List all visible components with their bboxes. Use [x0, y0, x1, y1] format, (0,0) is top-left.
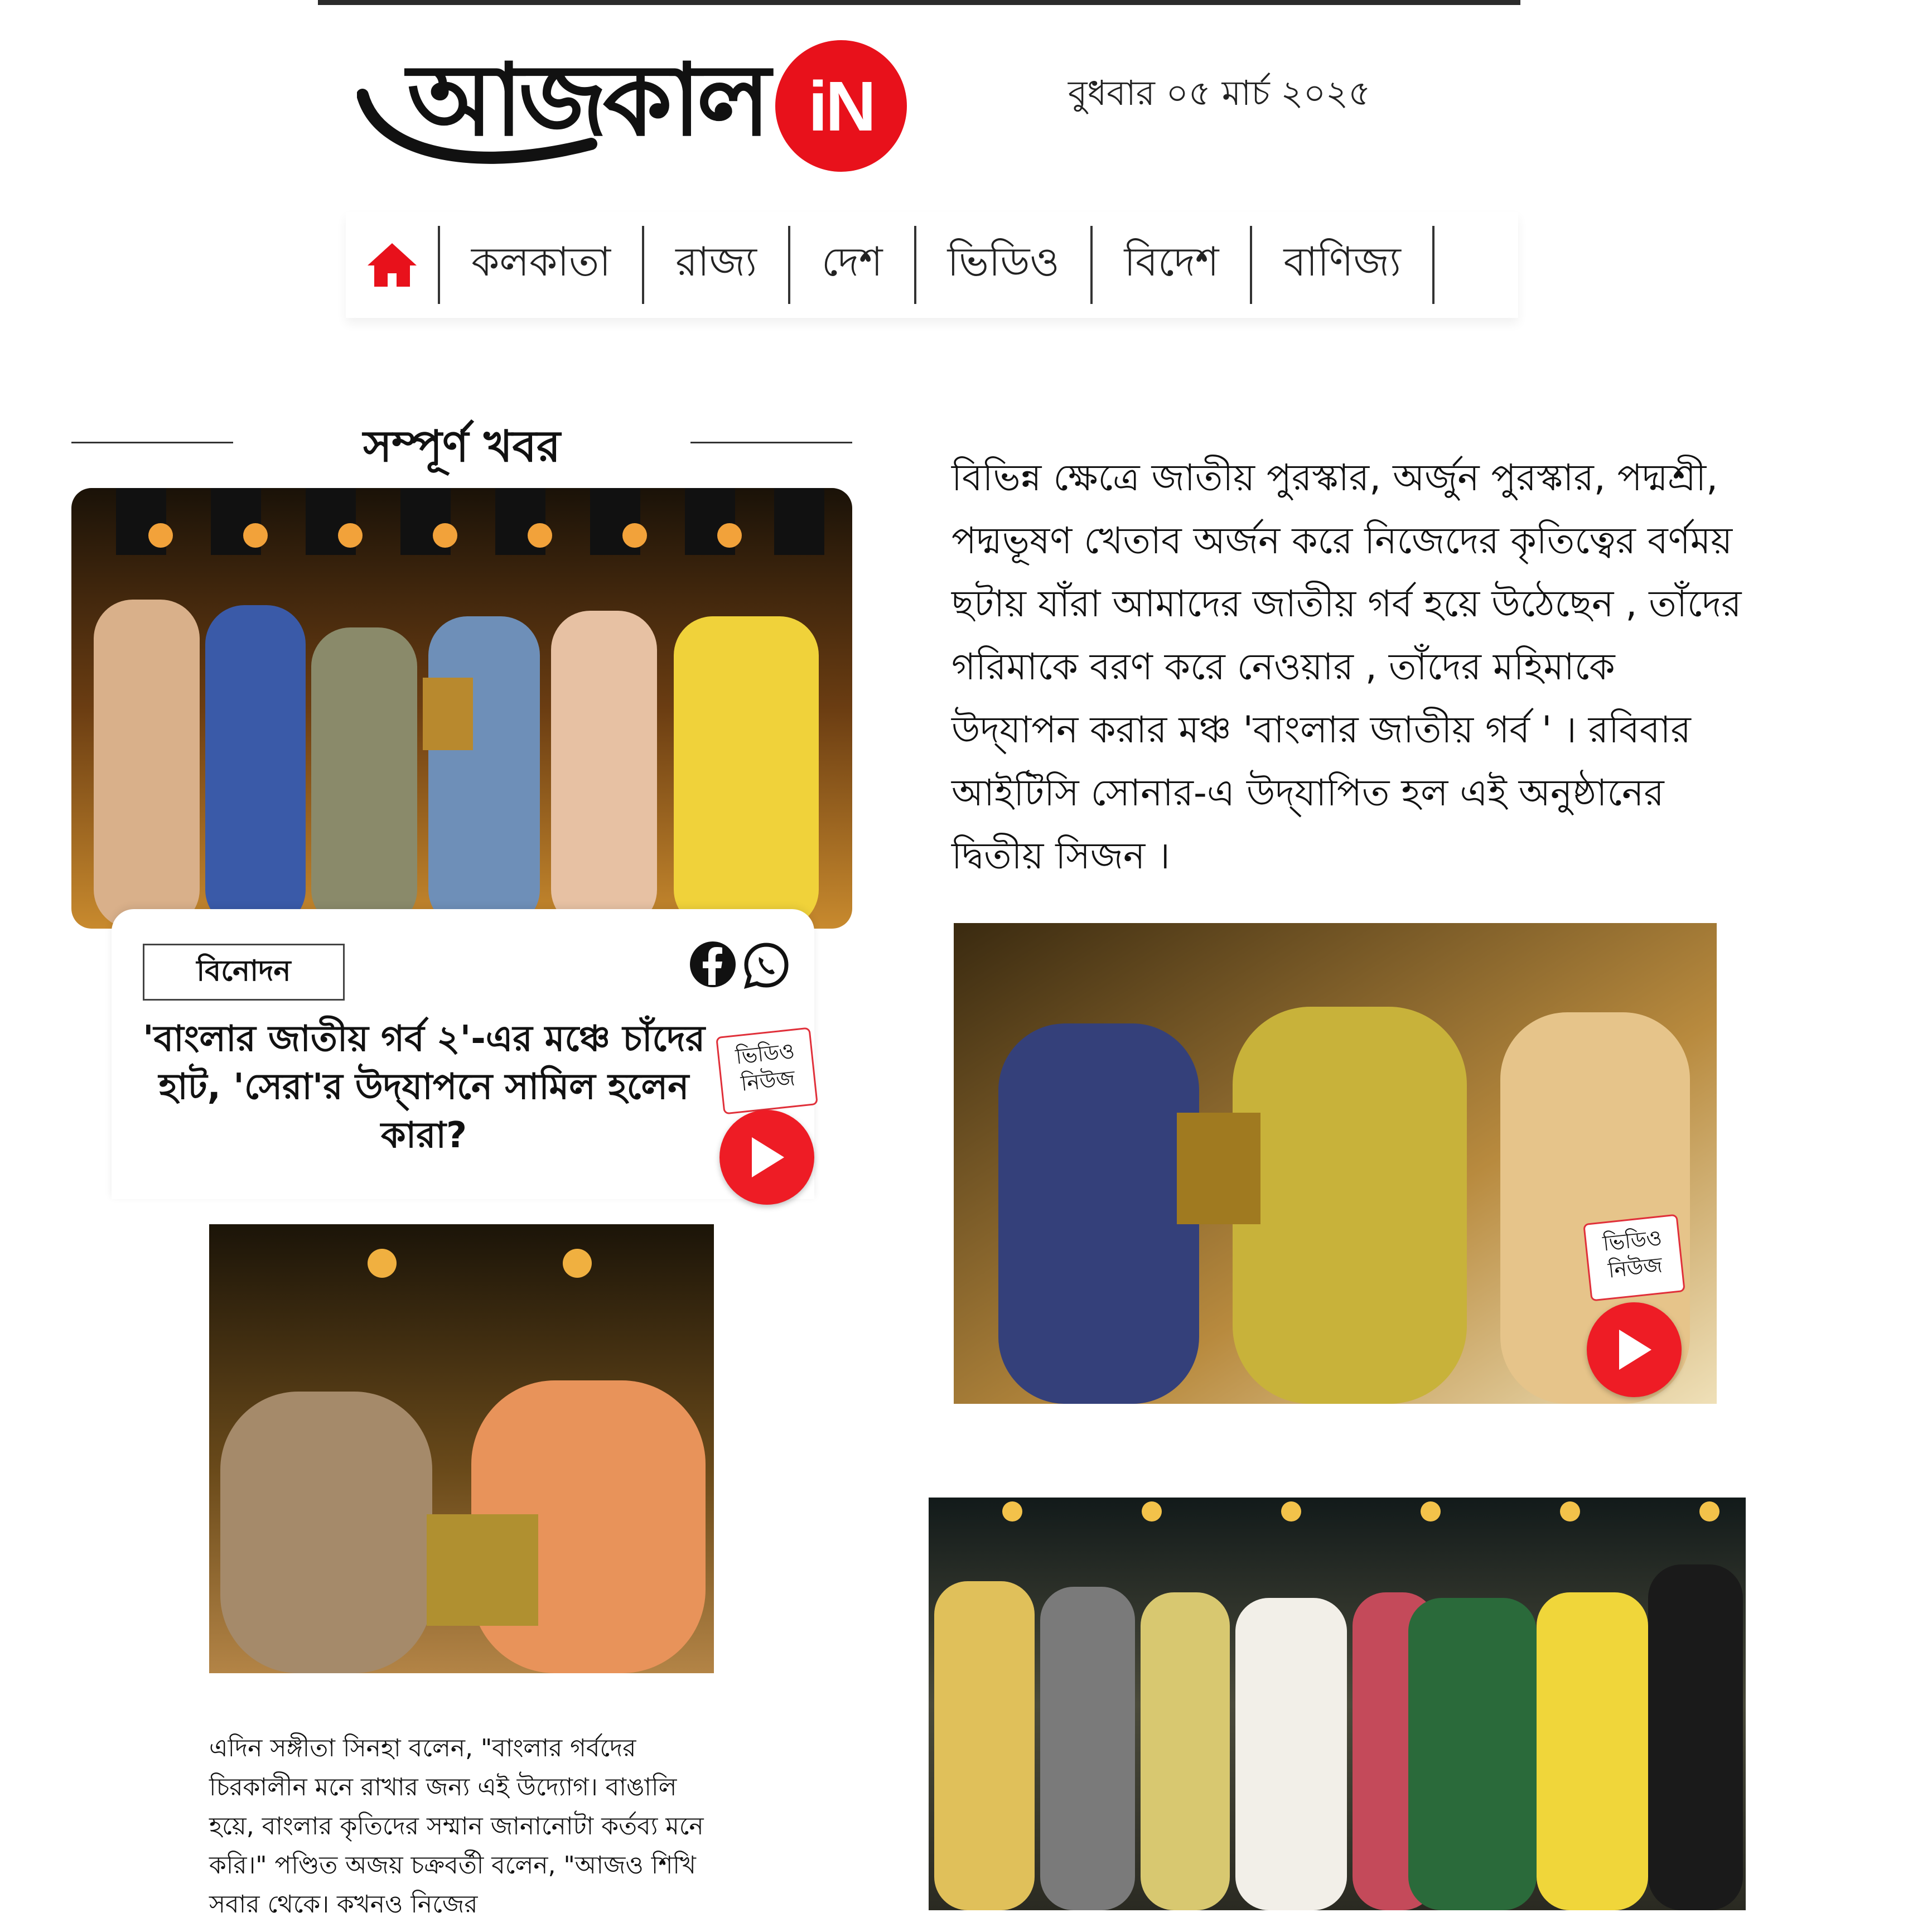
category-tag[interactable]: বিনোদন	[143, 944, 345, 1001]
main-nav	[346, 212, 1518, 318]
play-button[interactable]	[719, 1110, 814, 1205]
video-badge-line1: ভিডিও	[734, 1038, 796, 1069]
logo-text: আজকাল	[407, 41, 766, 158]
nav-item-rajya[interactable]: রাজ্য	[642, 226, 788, 304]
video-badge-2-line2: নিউজ	[1607, 1253, 1664, 1283]
home-icon	[365, 241, 419, 289]
video-news-label	[716, 1027, 818, 1114]
current-date: বুধবার ০৫ মার্চ ২০২৫	[1068, 73, 1371, 113]
section-heading	[71, 413, 852, 474]
nav-item-bidesh[interactable]: বিদেশ	[1090, 226, 1250, 304]
whatsapp-icon[interactable]	[741, 940, 791, 991]
site-logo[interactable]	[357, 39, 892, 167]
nav-item-kolkata[interactable]: কলকাতা	[438, 226, 642, 304]
share-buttons	[689, 940, 791, 991]
article-card[interactable]	[112, 909, 814, 1199]
video-news-badge[interactable]	[719, 1032, 831, 1205]
article-photo-4[interactable]	[929, 1498, 1746, 1910]
logo-badge: iN	[775, 40, 907, 172]
play-icon	[747, 1135, 786, 1180]
top-bar	[318, 0, 1520, 5]
nav-item-desh[interactable]: দেশ	[788, 226, 914, 304]
play-icon	[1615, 1327, 1654, 1372]
article-paragraph-1: বিভিন্ন ক্ষেত্রে জাতীয় পুরস্কার, অর্জুন পুরস্কার, পদ্মশ্রী, পদ্মভূষণ খেতাব অর্জন করে নিজেদের কৃতিত্বের বর্ণময় ছটায় যাঁরা আমাদের জাতীয় গর্ব হয়ে উঠেছেন , তাঁদের গরিমাকে বরণ করে নেওয়ার , তাঁদের মহিমাকে উদ্‌যাপন করার মঞ্চ 'বাংলার জাতীয় গর্ব ' । রবিবার আইটিসি সোনার-এ উদ্‌যাপিত হল এই অনুষ্ঠানের দ্বিতীয় সিজন ।	[951, 456, 1742, 877]
play-button-2[interactable]	[1587, 1302, 1682, 1397]
nav-home[interactable]	[346, 241, 438, 289]
article-headline[interactable]: 'বাংলার জাতীয় গর্ব ২'-এর মঞ্চে চাঁদের হাট, 'সেরা'র উদ্‌যাপনে সামিল হলেন কারা?	[142, 1018, 706, 1156]
video-badge-line2: নিউজ	[740, 1066, 796, 1097]
video-badge-2-line1: ভিডিও	[1601, 1225, 1663, 1256]
video-news-badge-2[interactable]	[1587, 1219, 1698, 1403]
section-title: সম্পূর্ণ খবর	[363, 422, 561, 472]
video-news-label-2	[1583, 1214, 1685, 1301]
heading-divider-right	[690, 442, 852, 443]
nav-item-banijya[interactable]: বাণিজ্য	[1250, 226, 1432, 304]
facebook-icon[interactable]	[689, 940, 737, 988]
article-hero-photo[interactable]	[71, 488, 852, 929]
article-paragraph-2: এদিন সঙ্গীতা সিনহা বলেন, "বাংলার গর্বদের চিরকালীন মনে রাখার জন্য এই উদ্যোগ। বাঙালি হয়ে, বাংলার কৃতিদের সম্মান জানানোটা কর্তব্য মনে করি।" পণ্ডিত অজয় চক্রবর্তী বলেন, "আজও শিখি সবার থেকে। কখনও নিজের	[209, 1734, 704, 1919]
nav-item-overflow[interactable]	[1432, 226, 1497, 304]
nav-item-video[interactable]: ভিডিও	[914, 226, 1091, 304]
article-photo-3[interactable]	[209, 1224, 714, 1673]
